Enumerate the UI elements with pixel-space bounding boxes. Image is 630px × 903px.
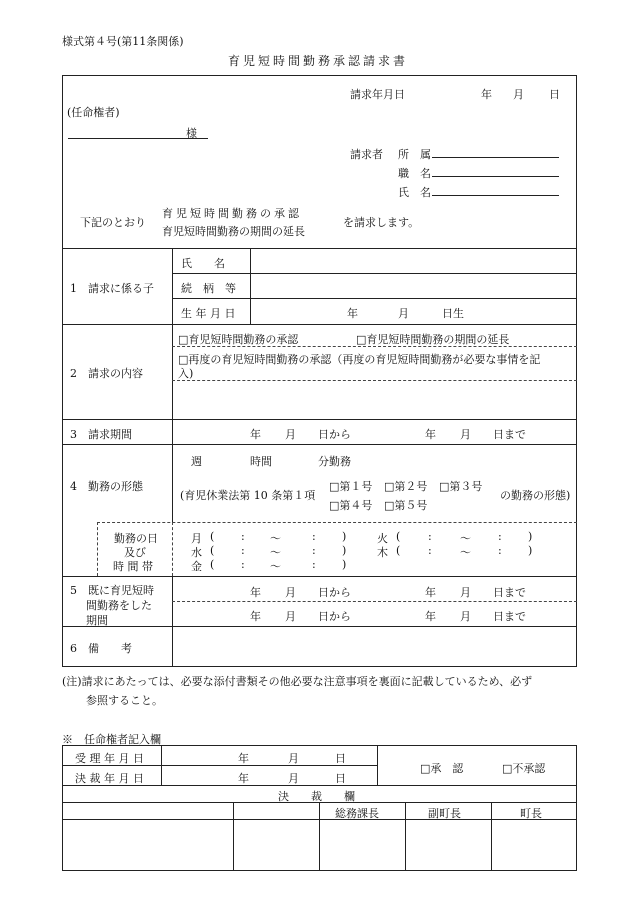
birth-year-label: 年	[347, 307, 358, 320]
section6-label: 6 備 考	[70, 642, 132, 655]
tilde: 〜	[270, 560, 281, 573]
period-end-month: 月	[460, 428, 471, 441]
name-label: 氏 名	[398, 186, 431, 199]
section4-label: 4 勤務の形態	[70, 480, 143, 493]
request-date-label: 請求年月日	[350, 88, 405, 101]
paren: (	[396, 530, 401, 543]
colon: :	[241, 558, 245, 571]
receipt-year: 年	[238, 752, 249, 765]
prior1-end-month: 月	[460, 586, 471, 599]
kessai-label: 決 裁 欄	[278, 790, 355, 803]
role-somu: 総務課長	[335, 807, 379, 820]
period-end-year: 年	[425, 428, 436, 441]
schedule-label-1: 勤務の日	[114, 532, 158, 545]
receipt-date-label: 受 理 年 月 日	[75, 752, 144, 765]
intro-text: 下記のとおり	[80, 216, 146, 229]
decision-year: 年	[238, 772, 249, 785]
year-label: 年	[481, 88, 492, 101]
prior2-start-year: 年	[250, 610, 261, 623]
prior1-end-year: 年	[425, 586, 436, 599]
request-reapproval-checkbox[interactable]: □再度の育児短時間勤務の承認（再度の育児短時間勤務が必要な事情を記	[178, 353, 541, 366]
child-birth-label: 生 年 月 日	[181, 307, 236, 320]
requester-label: 請求者	[350, 148, 383, 161]
birth-month-label: 月	[398, 307, 409, 320]
paren: (	[210, 544, 215, 557]
prior1-from: 日から	[318, 586, 351, 599]
colon: :	[498, 530, 502, 543]
reapproval-continuation: 入)	[178, 367, 194, 380]
item5-checkbox[interactable]: □第５号	[384, 499, 428, 512]
day-mon: 月	[191, 532, 202, 545]
decision-month: 月	[288, 772, 299, 785]
section3-label: 3 請求期間	[70, 428, 132, 441]
receipt-month: 月	[288, 752, 299, 765]
paren: (	[210, 558, 215, 571]
month-label: 月	[513, 88, 524, 101]
tilde: 〜	[270, 546, 281, 559]
day-wed: 水	[191, 546, 202, 559]
period-until: 日まで	[493, 428, 526, 441]
hours-label: 時間	[250, 455, 272, 468]
day-label: 日	[549, 88, 560, 101]
receipt-day: 日	[335, 752, 346, 765]
section2-label: 2 請求の内容	[70, 367, 143, 380]
item4-checkbox[interactable]: □第４号	[329, 499, 373, 512]
prior2-end-month: 月	[460, 610, 471, 623]
prior1-start-year: 年	[250, 586, 261, 599]
colon: :	[312, 558, 316, 571]
post-label: 職 名	[398, 167, 431, 180]
request-approval-checkbox[interactable]: □育児短時間勤務の承認	[178, 333, 299, 346]
section1-label: 1 請求に係る子	[70, 282, 154, 295]
option-extension-text: 育児短時間勤務の期間の延長	[162, 225, 305, 238]
colon: :	[241, 544, 245, 557]
department-label: 所 属	[398, 148, 431, 161]
page-title: 育児短時間勤務承認請求書	[228, 54, 409, 68]
decision-date-label: 決 裁 年 月 日	[75, 772, 144, 785]
prior2-until: 日まで	[493, 610, 526, 623]
prior2-end-year: 年	[425, 610, 436, 623]
department-field[interactable]	[432, 157, 559, 158]
reject-checkbox[interactable]: □不承認	[502, 762, 546, 775]
section5-label-3: 期間	[86, 614, 108, 627]
option-approval-text: 育児短時間勤務の承認	[162, 207, 302, 220]
period-start-month: 月	[285, 428, 296, 441]
prior2-start-month: 月	[285, 610, 296, 623]
colon: :	[312, 530, 316, 543]
closing-text: を請求します。	[343, 216, 420, 229]
appointer-section-heading: ※ 任命権者記入欄	[62, 733, 161, 746]
colon: :	[241, 530, 245, 543]
note-text-cont: 参照すること。	[86, 694, 163, 707]
paren: (	[210, 530, 215, 543]
post-field[interactable]	[432, 176, 559, 177]
prior1-start-month: 月	[285, 586, 296, 599]
section5-label-2: 間勤務をした	[86, 599, 152, 612]
note-text: (注)請求にあたっては、必要な添付書類その他必要な注意事項を裏面に記載しているため、必ず	[62, 675, 533, 688]
schedule-label-3: 時 間 帯	[113, 560, 153, 573]
colon: :	[428, 544, 432, 557]
tilde: 〜	[460, 546, 471, 559]
schedule-label-2: 及び	[124, 546, 146, 559]
tilde: 〜	[460, 532, 471, 545]
approve-checkbox[interactable]: □承 認	[420, 762, 464, 775]
tilde: 〜	[270, 532, 281, 545]
birth-day-label: 日生	[442, 307, 464, 320]
paren: (	[396, 544, 401, 557]
day-tue: 火	[377, 532, 388, 545]
sama-label: 様	[186, 127, 197, 140]
decision-day: 日	[335, 772, 346, 785]
role-vice-mayor: 副町長	[428, 807, 461, 820]
day-thu: 木	[377, 546, 388, 559]
colon: :	[312, 544, 316, 557]
prior2-from: 日から	[318, 610, 351, 623]
paren: )	[342, 544, 347, 557]
paren: )	[342, 530, 347, 543]
appointer-name-line[interactable]	[68, 138, 208, 139]
paren: )	[342, 558, 347, 571]
item3-checkbox[interactable]: □第３号	[439, 480, 483, 493]
form-number: 様式第４号(第11条関係)	[62, 35, 184, 48]
request-extension-checkbox[interactable]: □育児短時間勤務の期間の延長	[356, 333, 510, 346]
section5-label-1: 5 既に育児短時	[70, 584, 154, 597]
law-reference: (育児休業法第 10 条第１項	[180, 489, 316, 502]
minutes-label: 分勤務	[318, 455, 351, 468]
role-mayor: 町長	[520, 807, 542, 820]
child-name-label: 氏 名	[181, 257, 225, 270]
day-fri: 金	[191, 560, 202, 573]
item2-checkbox[interactable]: □第２号	[384, 480, 428, 493]
name-field[interactable]	[432, 195, 559, 196]
week-label: 週	[191, 455, 202, 468]
prior1-until: 日まで	[493, 586, 526, 599]
paren: )	[528, 530, 533, 543]
form-suffix: の勤務の形態)	[500, 489, 571, 502]
period-from: 日から	[318, 428, 351, 441]
colon: :	[498, 544, 502, 557]
paren: )	[528, 544, 533, 557]
item1-checkbox[interactable]: □第１号	[329, 480, 373, 493]
period-start-year: 年	[250, 428, 261, 441]
colon: :	[428, 530, 432, 543]
appointer-label: (任命権者)	[67, 106, 120, 119]
child-relation-label: 続 柄 等	[181, 282, 236, 295]
